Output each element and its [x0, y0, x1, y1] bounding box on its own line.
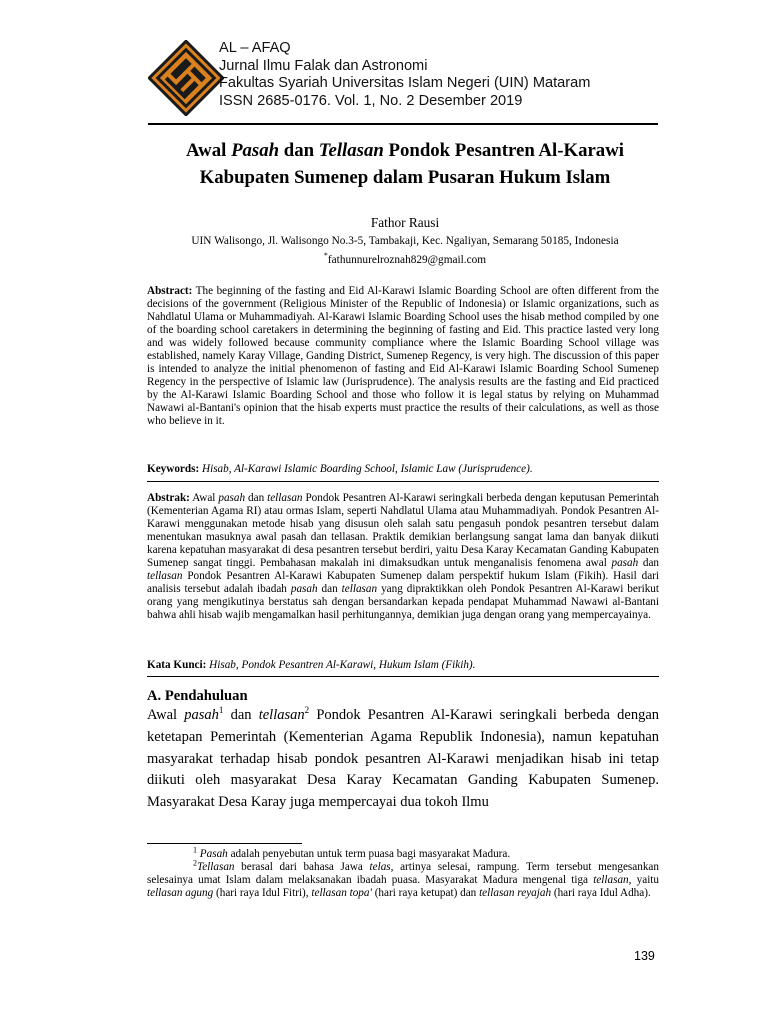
author-name: Fathor Rausi — [370, 215, 440, 230]
body-italic: tellasan — [258, 707, 305, 723]
journal-subtitle: Jurnal Ilmu Falak dan Astronomi — [219, 57, 428, 74]
author-email[interactable]: fathunnurelroznah829@gmail.com — [327, 253, 487, 266]
abstrak-text: Pondok Pesantren Al-Karawi Kabupaten Sumenep dalam perspektif hukum Islam (Fikih). Hasil dari analisis tersebut adalah ibadah — [147, 570, 659, 596]
footnote-ref-2[interactable]: 2 — [304, 705, 310, 716]
footnote-term: tellasan reyajah — [479, 887, 552, 900]
title-italic-tellasan: Tellasan — [318, 140, 384, 161]
journal-issn: ISSN 2685-0176. Vol. 1, No. 2 Desember 2019 — [219, 92, 523, 109]
abstract-indonesian — [147, 492, 659, 622]
page-number: 139 — [634, 949, 655, 963]
title-italic-pasah: Pasah — [231, 140, 280, 161]
footnote-1 — [147, 845, 659, 861]
footnote-ref-1[interactable]: 1 — [218, 705, 224, 716]
article-title — [110, 137, 700, 191]
footnotes — [147, 845, 660, 900]
footnote-text: artinya selesai, rampung. Term tersebut mengesankan selesainya umat Islam dalam melaksanakan ibadah puasa. Masyarakat Madura mengenal tiga — [147, 861, 659, 887]
kata-kunci-text: Hisab, Pondok Pesantren Al-Karawi, Hukum Islam (Fikih). — [206, 659, 476, 671]
body-italic: pasah — [184, 707, 219, 723]
footnote-term: tellasan agung — [147, 887, 214, 900]
body-paragraph — [147, 705, 659, 814]
abstrak-italic: tellasan — [267, 492, 303, 504]
footnote-number: 2 — [193, 858, 197, 868]
journal-logo — [148, 40, 224, 116]
keywords-label: Keywords: — [147, 463, 200, 475]
journal-name: AL – AFAQ — [219, 40, 291, 56]
abstract-text: The beginning of the fasting and Eid Al-Karawi Islamic Boarding School are often different from the decisions of the government (Religious Minister of the Republic of Indonesia) or Islamic organizations, such as Nahdlatul Ulama or Muhammadiyah. Al-Karawi Islamic Boarding School uses the hisab method compiled by one of the boarding school caretakers in determining the beginning of fasting and Eid. This practice lasted very long and was widely followed because community compliance where the Islamic Boarding School village was established, namely Karay Village, Ganding District, Sumenep Regency, is very high. The discussion of this paper is intended to analyze the initial phenomenon of fasting and Eid Al-Karawi Islamic Boarding School Sumenep Regency in the perspective of Islamic law (Jurisprudence). The analysis results are the fasting and Eid practiced by the Al-Karawi Islamic Boarding School and those who follow it is legal status by relying on Muhammad Nawawi al-Bantani's opinion that the hisab experts must practice the results of their calculations, as well as those who believe in it. — [147, 285, 659, 428]
abstrak-italic: tellasan — [147, 570, 183, 583]
title-text: Awal — [186, 140, 232, 161]
footnote-text: (hari raya ketupat) dan — [371, 887, 480, 900]
footnote-term: Pasah — [199, 848, 228, 860]
body-text: Awal — [147, 707, 185, 723]
email-asterisk: * — [323, 251, 328, 260]
footnote-term: telas, — [369, 861, 394, 874]
body-text: Pondok Pesantren Al-Karawi seringkali berbeda dengan ketetapan Pemerintah (Kementerian Agama Republik Indonesia), namun kepatuhan masyarakat terhadap hisab pondok pesantren Al-Karawi menjadikan hisab ini tetap diikuti oleh masyarakat Desa Karay Kecamatan Ganding Kabupaten Sumenep. Masyarakat Desa Karay juga mempercayai dua tokoh Ilmu — [147, 707, 660, 811]
abstrak-text: dan — [638, 557, 660, 570]
author-email-line — [110, 251, 700, 266]
abstrak-text: yang dipraktikkan oleh Pondok Pesantren Al-Karawi berikut orang yang mengikutinya berstatus sah dengan bersandarkan kepada pendapat Muhammad Nawawi al-Bantani bahwa ahli hisab wajib mengamalkan hasil perhitungannya, demikian juga dengan orang yang mempercayainya. — [147, 583, 660, 622]
journal-faculty: Fakultas Syariah Universitas Islam Negeri (UIN) Mataram — [219, 75, 591, 91]
header-divider — [148, 123, 658, 125]
journal-header — [219, 40, 590, 110]
footnote-text: (hari raya Idul Fitri), — [213, 887, 312, 900]
title-line-2: Kabupaten Sumenep dalam Pusaran Hukum Islam — [199, 167, 611, 188]
abstract-label: Abstract: — [147, 285, 193, 297]
abstrak-italic: pasah — [611, 557, 639, 570]
footnote-term: tellasan, — [593, 874, 632, 887]
author-affiliation: UIN Walisongo, Jl. Walisongo No.3-5, Tambakaji, Kec. Ngaliyan, Semarang 50185, Indonesia — [191, 235, 619, 247]
keywords-indonesian — [147, 659, 659, 672]
footnote-term: Tellasan — [197, 861, 235, 874]
footnote-number: 1 — [193, 845, 197, 855]
footnote-text: yaitu — [631, 874, 660, 887]
section-heading: A. Pendahuluan — [147, 688, 248, 704]
abstrak-italic: pasah — [290, 583, 318, 596]
keywords-text: Hisab, Al-Karawi Islamic Boarding School, Islamic Law (Jurisprudence). — [199, 463, 533, 475]
title-text: Pondok Pesantren Al-Karawi — [383, 140, 624, 161]
footnote-text: berasal dari bahasa Jawa — [234, 861, 370, 874]
abstrak-text: dan — [245, 492, 268, 504]
footnote-2 — [147, 858, 660, 900]
abstrak-text: Awal — [189, 492, 219, 504]
abstrak-label: Abstrak: — [147, 492, 190, 504]
abstrak-text: Pondok Pesantren Al-Karawi seringkali berbeda dengan keputusan Pemerintah (Kementerian Agama RI) atau ormas Islam, seperti Nahdlatul Ulama atau Muhammadiyah. Pondok Pesantren Al-Karawi menggunakan metode hisab yang disusun oleh salah satu pengasuh pondok pesantren tersebut dalam menentukan masuknya awal pasah dan tellasan. Praktik demikian berlangsung sangat lama dan banyak diikuti karena kepatuhan masyarakat di desa pesantren tersebut berdiri, yaitu Desa Karay Kecamatan Ganding Kabupaten Sumenep sangat tinggi. Pembahasan makalah ini dimaksudkan untuk menganalisis fenomena awal — [147, 492, 659, 570]
title-line-1 — [110, 137, 700, 164]
keywords-english — [147, 463, 659, 476]
footnote-text: adalah penyebutan untuk term puasa bagi masyarakat Madura. — [227, 848, 511, 860]
kata-kunci-label: Kata Kunci: — [147, 659, 207, 671]
footnote-term: tellasan topa' — [311, 887, 372, 900]
footnote-text: (hari raya Idul Adha). — [551, 887, 651, 900]
abstract-english — [147, 285, 659, 429]
body-text: dan — [223, 707, 259, 723]
abstrak-italic: pasah — [218, 492, 246, 504]
title-text: dan — [279, 140, 319, 161]
footnote-divider — [147, 843, 302, 844]
abstrak-text: dan — [317, 583, 342, 596]
abstrak-divider — [147, 676, 659, 677]
abstract-divider — [147, 481, 659, 482]
abstrak-italic: tellasan — [341, 583, 378, 596]
